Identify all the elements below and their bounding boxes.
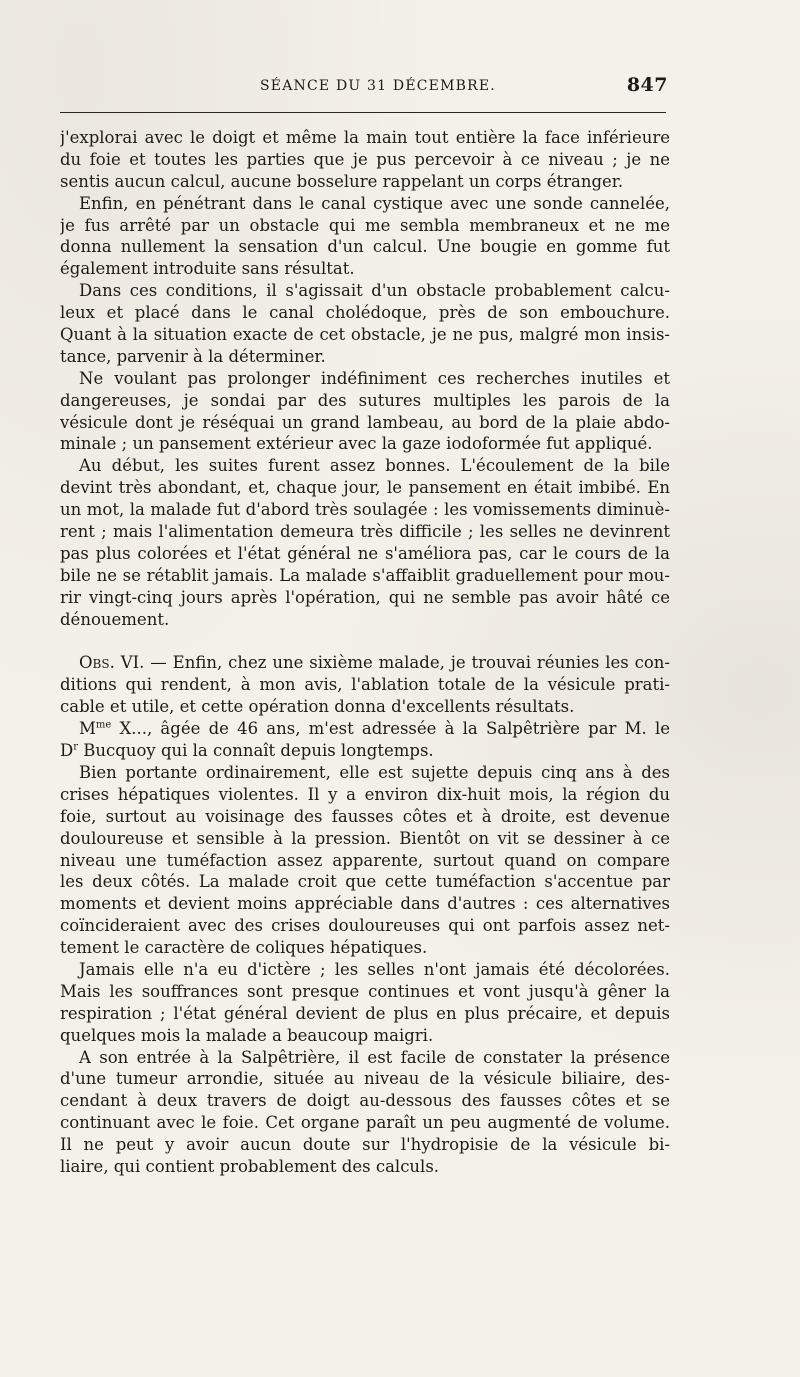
text-line: Quant à la situation exacte de cet obstacle, je ne pus, malgré mon insis- [60,325,670,345]
text-line: continuant avec le foie. Cet organe paraît un peu augmenté de volume. [60,1113,670,1133]
text-line: également introduite sans résultat. [60,259,355,279]
text-line: tement le caractère de coliques hépatiques. [60,938,428,958]
text-line: Jamais elle n'a eu d'ictère ; les selles n'ont jamais été décolorées. [79,959,670,979]
patient-title-sup: me [95,719,112,731]
text-line: donna nullement la sensation d'un calcul. Une bougie en gomme fut [60,237,670,257]
obs-label: Obs. VI. [79,653,145,673]
paragraph [60,1047,670,1178]
paragraph [60,127,670,193]
paragraph [60,455,670,630]
text-line: tance, parvenir à la déterminer. [60,346,326,366]
text-line: cendant à deux travers de doigt au-dessous des fausses côtes et se [60,1091,670,1111]
text-line: minale ; un pansement extérieur avec la gaze iodoformée fut appliqué. [60,434,653,454]
paragraph [60,959,670,1047]
text-line: Bien portante ordinairement, elle est sujette depuis cinq ans à des [79,762,670,782]
text-line: rir vingt-cinq jours après l'opération, qui ne semble pas avoir hâté ce [60,587,670,607]
text-line: crises hépatiques violentes. Il y a environ dix-huit mois, la région du [60,784,670,804]
header-rule [60,112,666,113]
text-line: Ne voulant pas prolonger indéfiniment ces recherches inutiles et [79,368,670,388]
text-line: sentis aucun calcul, aucune bosselure rappelant un corps étranger. [60,171,624,191]
text-line: vésicule dont je réséquai un grand lambeau, au bord de la plaie abdo- [60,412,670,432]
text-line: ditions qui rendent, à mon avis, l'ablation totale de la vésicule prati- [60,675,670,695]
observation-paragraph [60,652,670,718]
text-line: bile ne se rétablit jamais. La malade s'affaiblit graduellement pour mou- [60,565,670,585]
text-line: les deux côtés. La malade croit que cette tuméfaction s'accentue par [60,872,670,892]
text-line: un mot, la malade fut d'abord très soulagée : les vomissements diminuè- [60,500,670,520]
text-line: douloureuse et sensible à la pression. Bientôt on vit se dessiner à ce [60,828,670,848]
text-line: pas plus colorées et l'état général ne s'améliora pas, car le cours de la [60,543,670,563]
text-line: du foie et toutes les parties que je pus percevoir à ce niveau ; je ne [60,149,670,169]
text-line: dangereuses, je sondai par des sutures multiples les parois de la [60,390,670,410]
text-line: Dans ces conditions, il s'agissait d'un obstacle probablement calcu- [79,281,670,301]
text-line [60,652,670,674]
text-line: dénouement. [60,609,170,629]
text-line: cable et utile, et cette opération donna d'excellents résultats. [60,697,575,717]
text-line: devint très abondant, et, chaque jour, le pansement en était imbibé. En [60,478,670,498]
obs-line-rest: — Enfin, chez une sixième malade, je trouvai réunies les con- [144,653,670,673]
paragraph [60,193,670,281]
running-head: SÉANCE DU 31 DÉCEMBRE. [260,78,496,94]
text-line: A son entrée à la Salpêtrière, il est facile de constater la présence [79,1047,670,1067]
text-line: quelques mois la malade a beaucoup maigri. [60,1025,434,1045]
text-line: niveau une tuméfaction assez apparente, surtout quand on compare [60,850,670,870]
page-number: 847 [626,74,668,96]
text-line: Mais les souffrances sont presque continues et vont jusqu'à gêner la [60,981,670,1001]
paragraph [60,280,670,368]
text-line: coïncideraient avec des crises douloureuses qui ont parfois assez net- [60,916,670,936]
paragraph [60,368,670,456]
text-line: je fus arrêté par un obstacle qui me sembla membraneux et ne me [60,215,670,235]
page-header [60,74,668,102]
patient-paragraph [60,718,670,762]
doctor-line-rest: Bucquoy qui la connaît depuis longtemps. [78,741,434,761]
patient-title: M [79,719,96,739]
paragraph-group-2 [60,762,670,1178]
text-line: rent ; mais l'alimentation demeura très difficile ; les selles ne devinrent [60,522,670,542]
text-line: foie, surtout au voisinage des fausses côtes et à droite, est devenue [60,806,670,826]
body-text [60,127,670,1178]
paragraph [60,762,670,959]
paragraph-group-1 [60,127,670,630]
text-line: Il ne peut y avoir aucun doute sur l'hydropisie de la vésicule bi- [60,1135,670,1155]
text-line: d'une tumeur arrondie, située au niveau de la vésicule biliaire, des- [60,1069,670,1089]
text-line [60,740,670,762]
doctor-title: D [60,741,74,761]
text-line: leux et placé dans le canal cholédoque, près de son embouchure. [60,303,670,323]
text-line: Enfin, en pénétrant dans le canal cystique avec une sonde cannelée, [79,193,670,213]
text-line: moments et devient moins appréciable dans d'autres : ces alternatives [60,894,670,914]
doctor-title-sup: r [73,741,79,753]
text-line: Au début, les suites furent assez bonnes. L'écoulement de la bile [79,456,670,476]
text-line: liaire, qui contient probablement des calculs. [60,1156,440,1176]
patient-line-rest: X..., âgée de 46 ans, m'est adressée à la Salpêtrière par M. le [111,719,670,739]
text-line: respiration ; l'état général devient de plus en plus précaire, et depuis [60,1003,670,1023]
section-gap [60,630,670,652]
text-line [60,718,670,740]
text-line: j'explorai avec le doigt et même la main tout entière la face inférieure [60,128,670,147]
